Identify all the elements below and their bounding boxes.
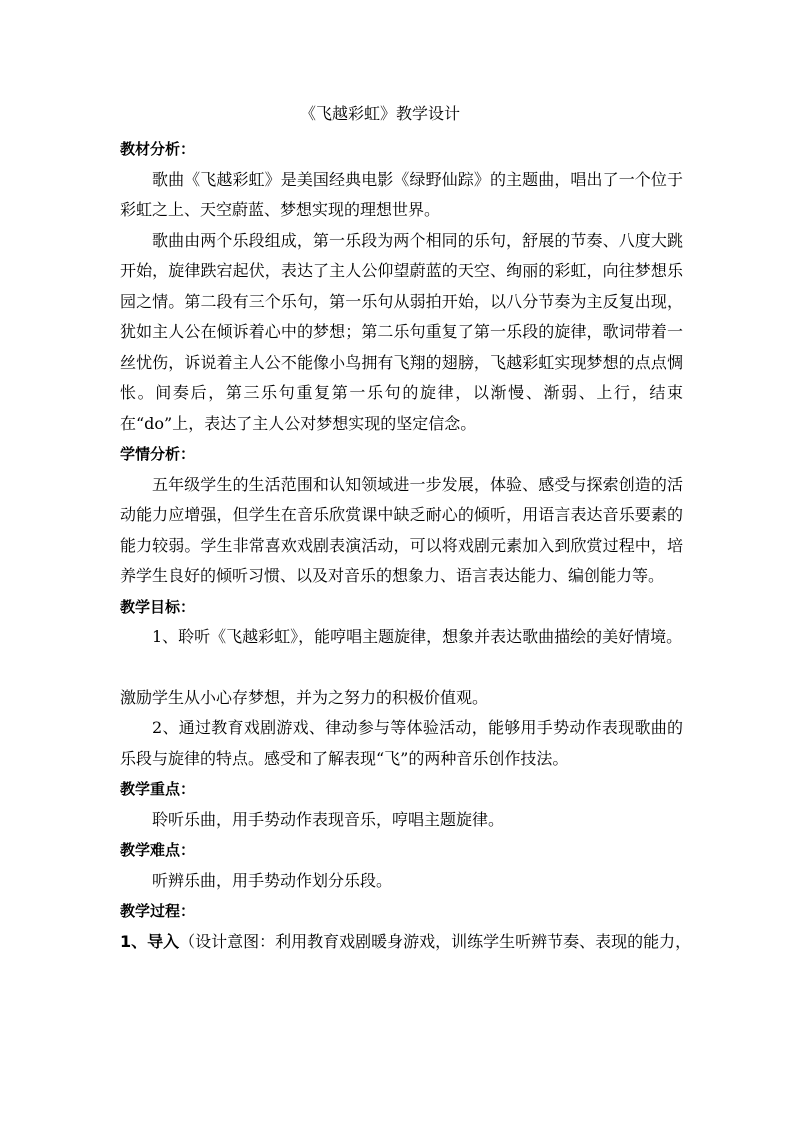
section-heading-students: 学情分析： bbox=[120, 445, 196, 463]
section-heading-goals: 教学目标： bbox=[120, 597, 196, 616]
section-heading-materials: 教材分析： bbox=[120, 140, 196, 158]
section-heading-key-points: 教学重点： bbox=[120, 780, 196, 798]
section-heading-difficulties: 教学难点： bbox=[120, 841, 196, 859]
paragraph: 歌曲《飞越彩虹》是美国经典电影《绿野仙踪》的主题曲，唱出了一个位于彩虹之上、天空蔚蓝、梦想实现的理想世界。 bbox=[120, 169, 683, 219]
paragraph: 聆听乐曲，用手势动作表现音乐，哼唱主题旋律。 bbox=[152, 809, 505, 829]
paragraph: 歌曲由两个乐段组成，第一乐段为两个相同的乐句，舒展的节奏、八度大跳开始，旋律跌宕起伏，表达了主人公仰望蔚蓝的天空、绚丽的彩虹，向往梦想乐园之情。第二段有三个乐句，第一乐句从弱拍开始，以八分节奏为主反复出现，犹如主人公在倾诉着心中的梦想；第二乐句重复了第一乐段的旋律，歌词带着一丝忧伤，诉说着主人公不能像小鸟拥有飞翔的翅膀，飞越彩虹实现梦想的点点惆怅。间奏后，第三乐句重复第一乐句的旋律，以渐慢、渐弱、上行，结束在“do”上，表达了主人公对梦想实现的坚定信念。 bbox=[120, 230, 683, 433]
document-title: 《飞越彩虹》教学设计 bbox=[299, 104, 460, 123]
document-body bbox=[120, 134, 692, 957]
process-step-1-label: 1、导入 bbox=[120, 931, 180, 951]
paragraph: 五年级学生的生活范围和认知领域进一步发展，体验、感受与探索创造的活动能力应增强，但学生在音乐欣赏课中缺乏耐心的倾听，用语言表达音乐要素的能力较弱。学生非常喜欢戏剧表演活动，可以将戏剧元素加入到欣赏过程中，培养学生良好的倾听习惯、以及对音乐的想象力、语言表达能力、编创能力等。 bbox=[120, 474, 683, 585]
section-heading-process: 教学过程： bbox=[120, 902, 196, 920]
goal-item-1-continuation: 激励学生从小心存梦想，并为之努力的积极价值观。 bbox=[120, 687, 489, 707]
process-step-1-text: （设计意图：利用教育戏剧暖身游戏，训练学生听辨节奏、表现的能力， bbox=[179, 931, 692, 951]
goal-item-1: 1、聆听《飞越彩虹》，能哼唱主题旋律，想象并表达歌曲描绘的美好情境。 bbox=[152, 627, 683, 646]
paragraph: 听辨乐曲，用手势动作划分乐段。 bbox=[152, 870, 393, 890]
spacer bbox=[120, 653, 683, 683]
process-step-1 bbox=[120, 927, 692, 958]
goal-item-2: 2、通过教育戏剧游戏、律动参与等体验活动，能够用手势动作表现歌曲的乐段与旋律的特点。感受和了解表现“飞”的两种音乐创作技法。 bbox=[120, 718, 683, 768]
